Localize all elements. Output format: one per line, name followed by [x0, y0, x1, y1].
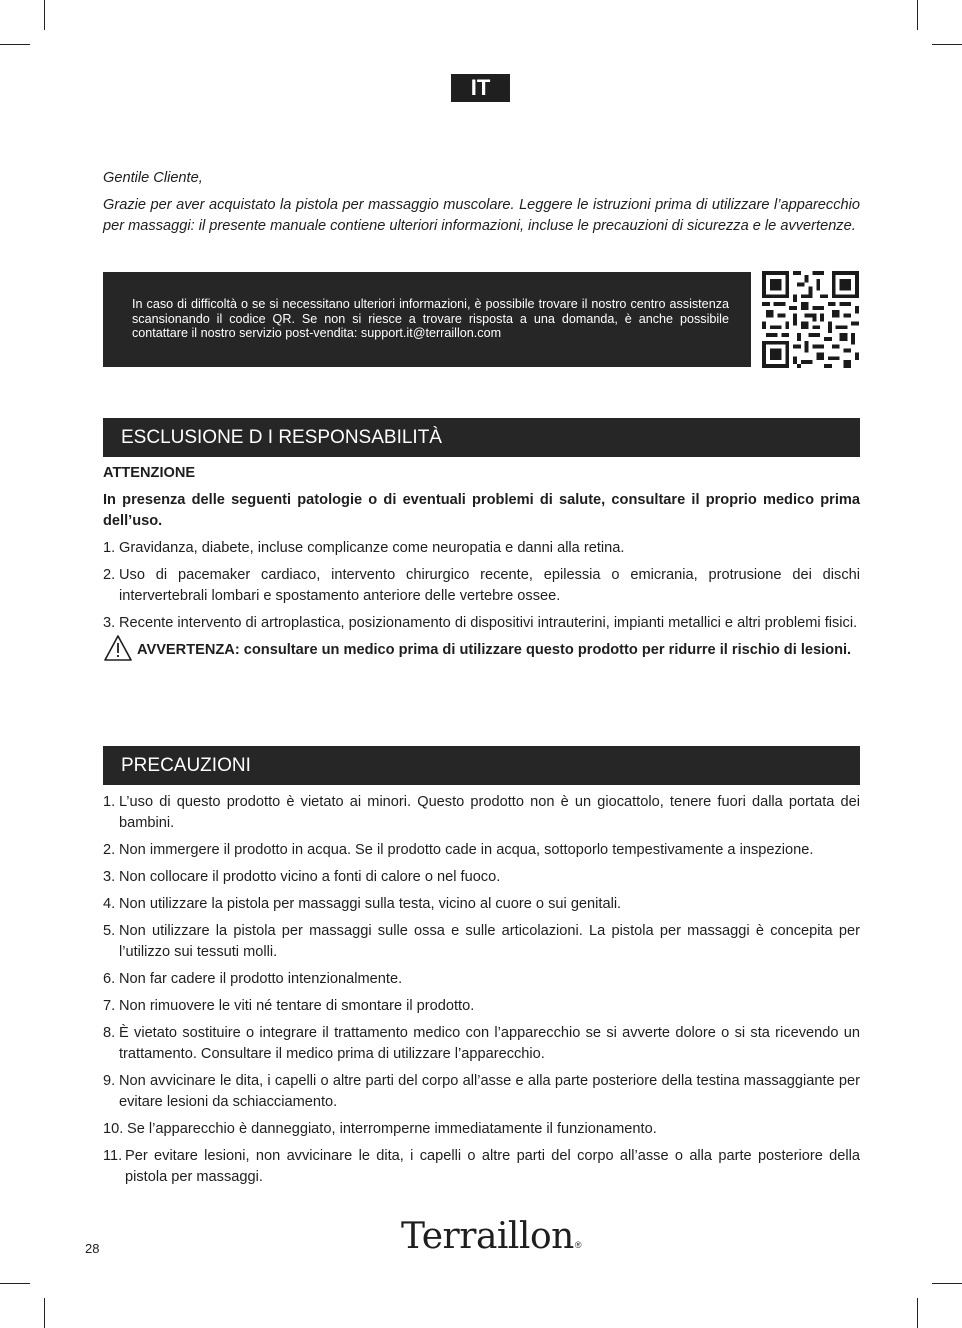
crop-mark [44, 0, 45, 30]
list-item [103, 969, 860, 990]
list-item-number: 9. [103, 1073, 116, 1089]
support-info-box [103, 272, 751, 367]
list-item-number: 2. [103, 842, 116, 858]
crop-mark [0, 44, 30, 45]
language-tab: IT [451, 74, 510, 102]
page-number: 28 [85, 1241, 100, 1256]
list-item-number: 2. [103, 567, 116, 583]
qr-code-icon [762, 271, 859, 368]
list-item-number: 7. [103, 998, 116, 1014]
list-item-text: Non immergere il prodotto in acqua. Se il prodotto cade in acqua, sottoporlo tempestivamente a inspezione. [119, 842, 814, 858]
list-item-number: 10. [103, 1121, 124, 1137]
warning-notice [103, 640, 860, 661]
warning-triangle-icon [103, 634, 133, 662]
list-item [103, 538, 860, 559]
list-item-text: L’uso di questo prodotto è vietato ai minori. Questo prodotto non è un giocattolo, tenere fuori dalla portata dei bambini. [119, 794, 860, 831]
intro [103, 168, 860, 243]
list-item-number: 3. [103, 869, 116, 885]
list-item-number: 11. [103, 1148, 123, 1164]
list-item-text: Non utilizzare la pistola per massaggi sulla testa, vicino al cuore o sui genitali. [119, 896, 622, 912]
registered-mark: ® [574, 1240, 581, 1250]
list-item-number: 6. [103, 971, 116, 987]
list-item [103, 613, 860, 634]
crop-mark [917, 0, 918, 30]
list-item [103, 792, 860, 834]
list-item [103, 894, 860, 915]
list-item-text: Uso di pacemaker cardiaco, intervento chirurgico recente, epilessia o emicrania, protrusione dei dischi intervertebrali lombari e spostamento anteriore delle vertebre ossee. [119, 567, 860, 604]
section-header-disclaimer: ESCLUSIONE D I RESPONSABILITÀ [103, 418, 860, 457]
support-info-text: In caso di difficoltà o se si necessitano ulteriori informazioni, è possibile trovare il nostro centro assistenza scansionando il codice QR. Se non si riesce a trovare risposta a una domanda, è anche possibile contattare il nostro servizio post-vendita: support.it@terraillon.com [132, 297, 729, 340]
list-item-text: È vietato sostituire o integrare il trattamento medico con l’apparecchio se si avverte dolore o si sta ricevendo un trattamento. Consultare il medico prima di utilizzare l’apparecchio. [119, 1025, 860, 1062]
list-item [103, 1119, 860, 1140]
list-item [103, 1023, 860, 1065]
list-item-number: 3. [103, 615, 116, 631]
list-item-number: 1. [103, 794, 116, 810]
list-item-text: Non avvicinare le dita, i capelli o altre parti del corpo all’asse e alla parte posteriore della testina massaggiante per evitare lesioni da schiacciamento. [119, 1073, 860, 1110]
list-item-text: Se l’apparecchio è danneggiato, interromperne immediatamente il funzionamento. [127, 1121, 657, 1137]
disclaimer-list [103, 538, 860, 634]
crop-mark [932, 44, 962, 45]
disclaimer-section [103, 463, 860, 661]
precautions-list [103, 792, 860, 1188]
list-item-text: Non rimuovere le viti né tentare di smontare il prodotto. [119, 998, 475, 1014]
crop-mark [0, 1283, 30, 1284]
list-item-text: Gravidanza, diabete, incluse complicanze come neuropatia e danni alla retina. [119, 540, 625, 556]
list-item-text: Recente intervento di artroplastica, posizionamento di dispositivi intrauterini, impianti metallici e altri problemi fisici. [119, 615, 858, 631]
section-header-precautions: PRECAUZIONI [103, 746, 860, 785]
crop-mark [44, 1298, 45, 1328]
attention-label: ATTENZIONE [103, 465, 196, 481]
list-item [103, 921, 860, 963]
crop-mark [917, 1298, 918, 1328]
intro-text: Grazie per aver acquistato la pistola per massaggio muscolare. Leggere le istruzioni prima di utilizzare l’apparecchio per massaggi: il presente manuale contiene ulteriori informazioni, incluse le precauzioni di sicurezza e le avvertenze. [103, 196, 860, 234]
list-item-number: 5. [103, 923, 116, 939]
crop-mark [932, 1283, 962, 1284]
list-item-number: 8. [103, 1025, 116, 1041]
list-item-text: Non utilizzare la pistola per massaggi sulle ossa e sulle articolazioni. La pistola per massaggi è concepita per l’utilizzo sui tessuti molli. [119, 923, 860, 960]
list-item-text: Non collocare il prodotto vicino a fonti di calore o nel fuoco. [119, 869, 501, 885]
list-item [103, 867, 860, 888]
list-item [103, 565, 860, 607]
greeting: Gentile Cliente, [103, 170, 203, 186]
list-item-text: Per evitare lesioni, non avvicinare le dita, i capelli o altre parti del corpo all’asse o alla parte posteriore della pistola per massaggi. [125, 1148, 860, 1185]
disclaimer-lead: In presenza delle seguenti patologie o di eventuali problemi di salute, consultare il proprio medico prima dell’uso. [103, 492, 860, 529]
list-item-number: 4. [103, 896, 116, 912]
list-item [103, 840, 860, 861]
list-item [103, 1071, 860, 1113]
brand-name: Terraillon [401, 1216, 574, 1257]
brand-logo [401, 1216, 581, 1257]
list-item-number: 1. [103, 540, 116, 556]
list-item [103, 1146, 860, 1188]
warning-text: AVVERTENZA: consultare un medico prima di utilizzare questo prodotto per ridurre il rischio di lesioni. [137, 642, 852, 658]
list-item [103, 996, 860, 1017]
precautions-section [103, 792, 860, 1194]
list-item-text: Non far cadere il prodotto intenzionalmente. [119, 971, 403, 987]
